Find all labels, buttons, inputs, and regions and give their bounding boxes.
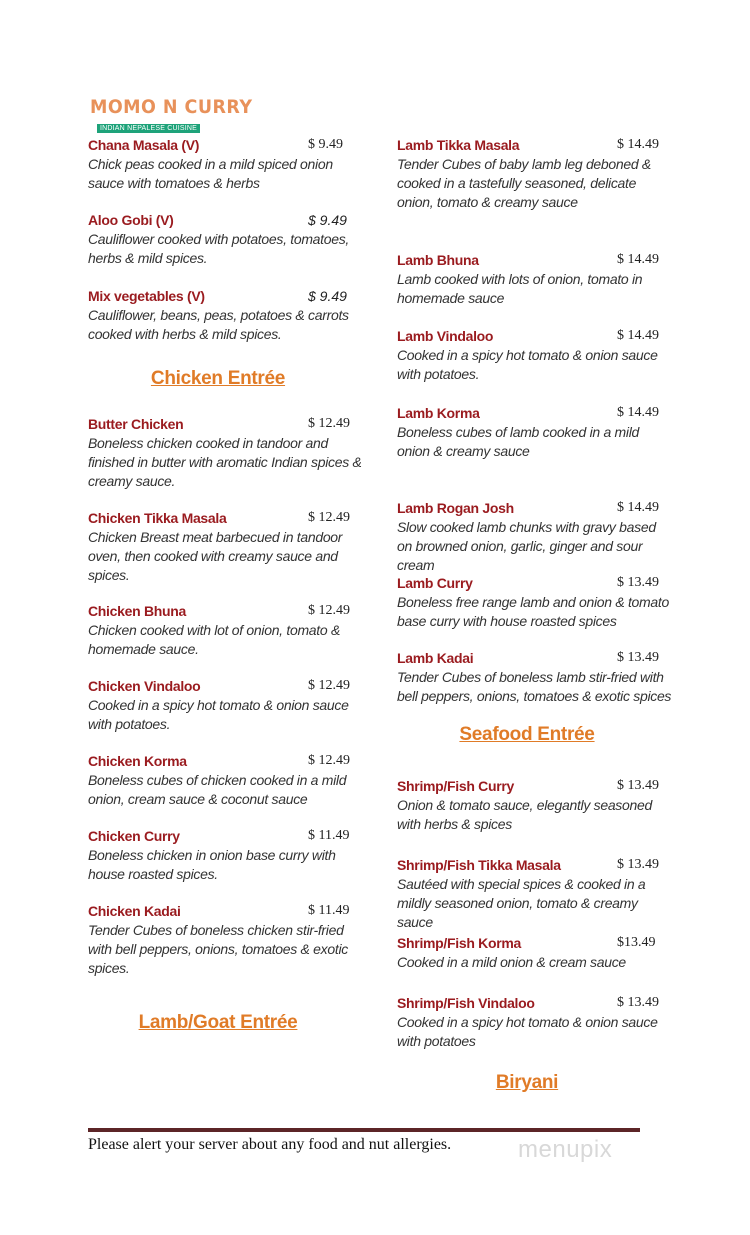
menu-item-header [88, 137, 363, 155]
menu-item-header [397, 328, 672, 346]
menu-item-name: Chicken Vindaloo [88, 678, 201, 694]
menu-item-name: Chicken Bhuna [88, 603, 187, 619]
menu-item-name: Butter Chicken [88, 416, 184, 432]
menu-item-description: Boneless free range lamb and onion & tomato base curry with house roasted spices [397, 594, 669, 629]
menu-item-price: $ 12.49 [308, 678, 350, 693]
menu-item-name: Lamb Tikka Masala [397, 137, 520, 153]
menu-item-price: $ 13.49 [617, 650, 659, 665]
menu-item-description: Chicken cooked with lot of onion, tomato & homemade sauce. [88, 622, 340, 657]
menu-item-header [88, 416, 363, 434]
menu-item-name: Lamb Korma [397, 405, 480, 421]
section-heading: Biryani [495, 1072, 559, 1093]
section-heading: Lamb/Goat Entrée [138, 1012, 298, 1033]
menu-item-name: Lamb Vindaloo [397, 328, 494, 344]
logo-tagline: INDIAN NEPALESE CUISINE [97, 124, 200, 133]
menu-item-description: Cauliflower cooked with potatoes, tomatoes, herbs & mild spices. [88, 231, 350, 266]
menu-item [397, 328, 672, 384]
menu-item [88, 828, 363, 884]
menu-item-name: Shrimp/Fish Curry [397, 778, 515, 794]
allergy-note: Please alert your server about any food and nut allergies. [88, 1136, 452, 1153]
menu-item [88, 603, 363, 659]
menu-item-price: $ 13.49 [617, 995, 659, 1010]
menu-item-description: Boneless chicken in onion base curry with house roasted spices. [88, 847, 336, 882]
menu-item [397, 405, 672, 461]
menu-item [397, 252, 672, 308]
menu-item-price: $ 9.49 [308, 212, 347, 228]
watermark: menupix [518, 1136, 613, 1163]
menu-item-price: $ 13.49 [617, 857, 659, 872]
menu-item-description: Cauliflower, beans, peas, potatoes & carrots cooked with herbs & mild spices. [88, 307, 349, 342]
menu-item [397, 650, 672, 706]
menu-item-description: Lamb cooked with lots of onion, tomato in homemade sauce [397, 271, 643, 306]
menu-item-name: Lamb Bhuna [397, 252, 479, 268]
footer-divider [88, 1128, 640, 1132]
menu-item [397, 995, 672, 1051]
menu-item-description: Tender Cubes of baby lamb leg deboned & cooked in a tastefully seasoned, delicate onion, tomato & creamy sauce [397, 156, 651, 210]
menu-item-header [397, 935, 672, 953]
menu-item-header [88, 753, 363, 771]
menu-item-description: Slow cooked lamb chunks with gravy based on browned onion, garlic, ginger and sour cream [397, 519, 656, 573]
menu-item-name: Chicken Curry [88, 828, 180, 844]
menu-item-price: $ 11.49 [308, 828, 350, 843]
menu-item-price: $ 14.49 [617, 252, 659, 267]
section-heading: Seafood Entrée [459, 724, 595, 745]
menu-item-price: $ 14.49 [617, 328, 659, 343]
menu-item [88, 288, 363, 344]
menu-item [88, 510, 363, 585]
menu-item-name: Chicken Kadai [88, 903, 181, 919]
menu-item [397, 500, 672, 575]
menu-item [88, 416, 363, 491]
menu-item-name: Chana Masala (V) [88, 137, 200, 153]
menu-item-name: Lamb Kadai [397, 650, 474, 666]
menu-item-price: $ 9.49 [308, 288, 347, 304]
menu-item-description: Cooked in a spicy hot tomato & onion sauce with potatoes. [88, 697, 349, 732]
menu-item [88, 212, 363, 268]
menu-item-header [88, 212, 363, 230]
menu-item-name: Shrimp/Fish Tikka Masala [397, 857, 561, 873]
menu-item [88, 753, 363, 809]
menu-item-description: Boneless chicken cooked in tandoor and finished in butter with aromatic Indian spices & creamy sauce. [88, 435, 362, 489]
menu-item-header [397, 500, 672, 518]
menu-item-name: Aloo Gobi (V) [88, 212, 174, 228]
menu-item [397, 778, 672, 834]
menu-item-header [88, 903, 363, 921]
menu-item-header [88, 828, 363, 846]
menu-item-description: Tender Cubes of boneless chicken stir-fried with bell peppers, onions, tomatoes & exotic spices. [88, 922, 348, 976]
menu-item-price: $ 14.49 [617, 500, 659, 515]
menu-item-description: Tender Cubes of boneless lamb stir-fried with bell peppers, onions, tomatoes & exotic spices [397, 669, 672, 704]
menu-item-description: Cooked in a spicy hot tomato & onion sauce with potatoes [397, 1014, 658, 1049]
menu-item-header [88, 603, 363, 621]
menu-item-price: $ 12.49 [308, 416, 350, 431]
menu-item-header [397, 778, 672, 796]
menu-item [397, 137, 672, 212]
menu-item-name: Lamb Rogan Josh [397, 500, 514, 516]
menu-item-name: Lamb Curry [397, 575, 473, 591]
menu-item [88, 903, 363, 978]
menu-item [397, 935, 672, 972]
menu-item-name: Mix vegetables (V) [88, 288, 205, 304]
menu-item-header [397, 650, 672, 668]
menu-item-header [397, 405, 672, 423]
menu-item [88, 137, 363, 193]
menu-item-name: Chicken Korma [88, 753, 187, 769]
menu-item-description: Sautéed with special spices & cooked in a mildly seasoned onion, tomato & creamy sauce [397, 876, 646, 930]
menu-item-header [88, 288, 363, 306]
menu-item-price: $ 14.49 [617, 405, 659, 420]
menu-item-description: Cooked in a spicy hot tomato & onion sauce with potatoes. [397, 347, 658, 382]
menu-item-header [397, 137, 672, 155]
menu-item [397, 857, 672, 932]
menu-item-header [397, 575, 672, 593]
menu-item-price: $ 12.49 [308, 603, 350, 618]
menu-item-description: Chicken Breast meat barbecued in tandoor oven, then cooked with creamy sauce and spices. [88, 529, 343, 583]
menu-item-price: $ 11.49 [308, 903, 350, 918]
menu-item-description: Cooked in a mild onion & cream sauce [397, 954, 626, 970]
menu-item-description: Boneless cubes of chicken cooked in a mild onion, cream sauce & coconut sauce [88, 772, 347, 807]
logo-name: MOMO N CURRY [90, 96, 253, 118]
menu-item [88, 678, 363, 734]
menu-item-price: $ 9.49 [308, 137, 343, 152]
restaurant-logo [90, 97, 267, 135]
menu-item-price: $13.49 [617, 935, 656, 950]
menu-item-header [88, 678, 363, 696]
menu-item-description: Chick peas cooked in a mild spiced onion sauce with tomatoes & herbs [88, 156, 333, 191]
section-heading: Chicken Entrée [150, 368, 286, 389]
menu-item-name: Shrimp/Fish Korma [397, 935, 522, 951]
menu-item-header [397, 857, 672, 875]
menu-item-name: Chicken Tikka Masala [88, 510, 227, 526]
menu-item-name: Shrimp/Fish Vindaloo [397, 995, 535, 1011]
menu-item-header [397, 252, 672, 270]
menu-item-description: Onion & tomato sauce, elegantly seasoned with herbs & spices [397, 797, 652, 832]
menu-item-header [88, 510, 363, 528]
menu-item-description: Boneless cubes of lamb cooked in a mild onion & creamy sauce [397, 424, 639, 459]
menu-item-price: $ 13.49 [617, 778, 659, 793]
menu-item-price: $ 12.49 [308, 753, 350, 768]
menu-item-price: $ 12.49 [308, 510, 350, 525]
menu-item-price: $ 14.49 [617, 137, 659, 152]
menu-item-header [397, 995, 672, 1013]
menu-item [397, 575, 672, 631]
menu-item-price: $ 13.49 [617, 575, 659, 590]
